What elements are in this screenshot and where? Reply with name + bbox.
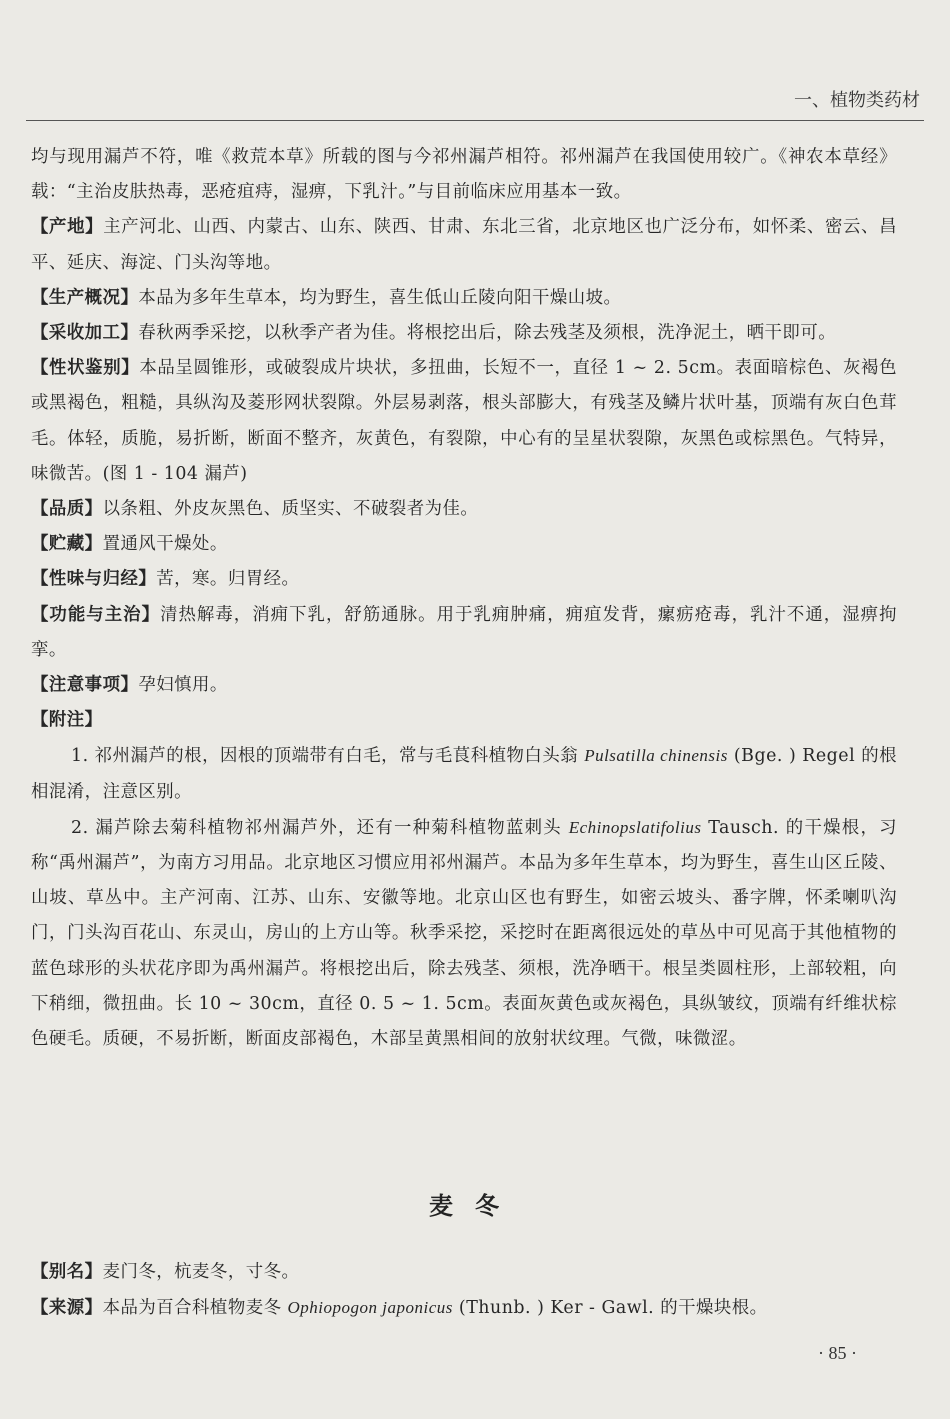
label-caishou: 【采收加工】	[31, 323, 139, 344]
text-zhucang: 置通风干燥处。	[102, 534, 228, 555]
paragraph-gongneng	[31, 598, 897, 668]
laiyuan-latin-name: Ophiopogon japonicus	[287, 1298, 453, 1318]
paragraph-pinzhi	[31, 492, 897, 527]
paragraph-chandi	[31, 210, 897, 280]
label-chandi: 【产地】	[31, 217, 104, 238]
text-xingzhuang: 本品呈圆锥形，或破裂成片块状，多扭曲，长短不一，直径 1 ~ 2. 5cm。表面暗棕色、灰褐色或黑褐色，粗糙，具纵沟及菱形网状裂隙。外层易剥落，根头部膨大，有残茎及鳞片状叶基，顶端有灰白色茸毛。体轻，质脆，易折断，断面不整齐，灰黄色，有裂隙，中心有的呈星状裂隙，灰黑色或棕黑色。气特异，味微苦。(图 1 - 104 漏芦)	[31, 358, 897, 484]
text-gongneng: 清热解毒，消痈下乳，舒筋通脉。用于乳痈肿痛，痈疽发背，瘰疬疮毒，乳汁不通，湿痹拘挛。	[31, 604, 897, 660]
paragraph-xingwei	[31, 562, 897, 597]
text-laiyuan-b: (Thunb. ) Ker - Gawl. 的干燥块根。	[452, 1298, 768, 1319]
text-shengchan: 本品为多年生草本，均为野生，喜生低山丘陵向阳干燥山坡。	[138, 287, 622, 308]
note-1-text-b: (Bge. ) Regel 的根相混淆，注意区别。	[31, 746, 897, 802]
text-bieming: 麦门冬，杭麦冬，寸冬。	[102, 1262, 300, 1282]
paragraph-shengchan	[31, 281, 897, 316]
note-2	[31, 810, 897, 1057]
paragraph-fuzhu	[31, 703, 897, 738]
paragraph-bieming	[31, 1255, 897, 1290]
text-xingwei: 苦，寒。归胃经。	[156, 569, 300, 590]
text-laiyuan-a: 本品为百合科植物麦冬	[102, 1298, 288, 1319]
label-laiyuan: 【来源】	[31, 1298, 103, 1319]
label-pinzhi: 【品质】	[31, 499, 103, 520]
paragraph-caishou	[31, 316, 897, 351]
maidong-text	[31, 1255, 897, 1326]
note-1-text-a: 1. 祁州漏芦的根，因根的顶端带有白毛，常与毛茛科植物白头翁	[71, 746, 585, 767]
note-2-latin-name: Echinopslatifolius	[568, 817, 702, 837]
page-number: · 85 ·	[818, 1343, 857, 1363]
note-1	[31, 738, 897, 809]
text-chandi: 主产河北、山西、内蒙古、山东、陕西、甘肃、东北三省，北京地区也广泛分布，如怀柔、密云、昌平、延庆、海淀、门头沟等地。	[31, 217, 897, 273]
label-zhucang: 【贮藏】	[31, 534, 103, 555]
label-shengchan: 【生产概况】	[31, 287, 139, 308]
main-text	[31, 140, 897, 1057]
paragraph-intro: 均与现用漏芦不符，唯《救荒本草》所载的图与今祁州漏芦相符。祁州漏芦在我国使用较广。《神农本草经》载：“主治皮肤热毒，恶疮疽痔，湿痹，下乳汁。”与目前临床应用基本一致。	[31, 147, 897, 203]
running-head: 一、植物类药材	[794, 90, 920, 111]
note-2-text-b: Tausch. 的干燥根，习称“禹州漏芦”，为南方习用品。北京地区习惯应用祁州漏芦。本品为多年生草本，均为野生，喜生山区丘陵、山坡、草丛中。主产河南、江苏、山东、安徽等地。北京山区也有野生，如密云坡头、番字牌，怀柔喇叭沟门，门头沟百花山、东灵山，房山的上方山等。秋季采挖，采挖时在距离很远处的草丛中可见高于其他植物的蓝色球形的头状花序即为禹州漏芦。将根挖出后，除去残茎、须根，洗净晒干。根呈类圆柱形，上部较粗，向下稍细，微扭曲。长 10 ~ 30cm，直径 0. 5 ~ 1. 5cm。表面灰黄色或灰褐色，具纵皱纹，顶端有纤维状棕色硬毛。质硬，不易折断，断面皮部褐色，木部呈黄黑相间的放射状纹理。气微，味微涩。	[31, 817, 897, 1050]
label-zhuyi: 【注意事项】	[31, 675, 139, 696]
text-zhuyi: 孕妇慎用。	[138, 675, 228, 696]
section-title-maidong: 麦冬	[429, 1192, 521, 1220]
note-1-latin-name: Pulsatilla chinensis	[584, 746, 728, 766]
label-xingzhuang: 【性状鉴别】	[31, 358, 140, 379]
label-gongneng: 【功能与主治】	[31, 604, 161, 625]
text-pinzhi: 以条粗、外皮灰黑色、质坚实、不破裂者为佳。	[102, 499, 479, 520]
label-fuzhu: 【附注】	[31, 710, 103, 731]
paragraph-zhuyi	[31, 668, 897, 703]
paragraph-zhucang	[31, 527, 897, 562]
label-bieming: 【别名】	[31, 1262, 103, 1282]
note-2-text-a: 2. 漏芦除去菊科植物祁州漏芦外，还有一种菊科植物蓝刺头	[71, 817, 569, 838]
paragraph-laiyuan	[31, 1290, 897, 1326]
label-xingwei: 【性味与归经】	[31, 569, 157, 590]
text-caishou: 春秋两季采挖，以秋季产者为佳。将根挖出后，除去残茎及须根，洗净泥土，晒干即可。	[138, 323, 837, 344]
header-rule	[26, 120, 924, 121]
paragraph-xingzhuang	[31, 351, 897, 492]
